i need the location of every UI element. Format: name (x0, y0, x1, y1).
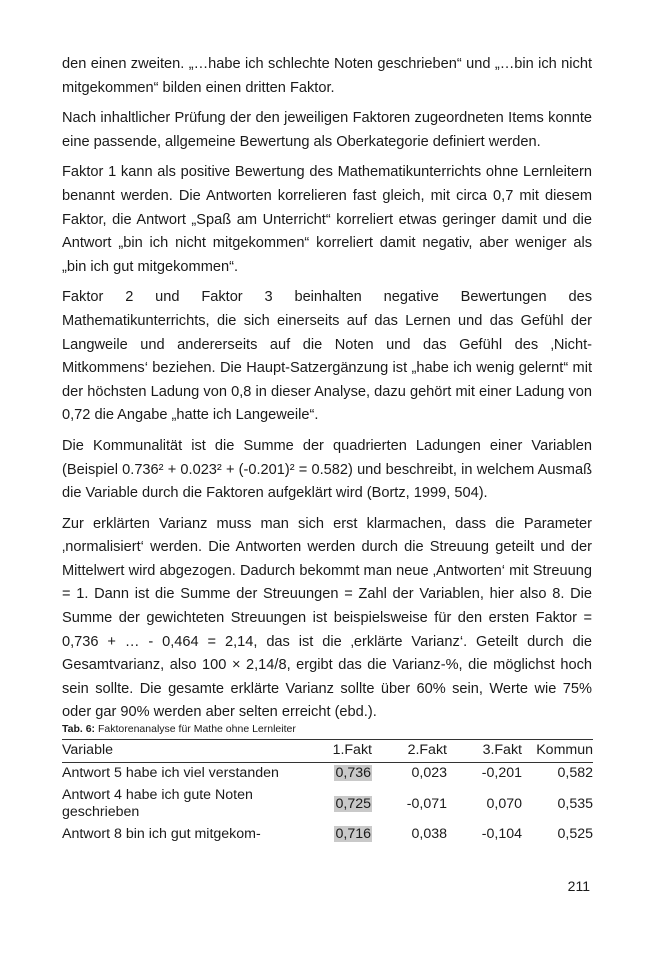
cell-factor-2: -0,071 (406, 795, 447, 812)
header-factor-1: 1.Fakt (312, 740, 372, 763)
cell-variable: Antwort 4 habe ich gute Noten geschrieben (62, 787, 253, 820)
paragraph-2: Nach inhaltlicher Prüfung der den jeweiligen Faktoren zugeordneten Items konnte eine passende, allgemeine Bewertung als Oberkategorie definiert werden. (62, 110, 592, 150)
cell-factor-2: 0,023 (411, 765, 447, 781)
paragraph-6: Zur erklärten Varianz muss man sich erst klarmachen, dass die Parameter ‚normalisiert‘ werden. Die Antworten werden durch die Streuung geteilt und der Mittelwert wird abgezogen. Dadurch bekommt man neue ‚Antworten‘ mit Streuung = 1. Dann ist die Summe der Streuungen = Zahl der Variablen, hier also 8. Die Summe der gewichteten Streuungen ist beispielsweise für den ersten Faktor = 0,736 + … - 0,464 = 2,14, das ist die ‚erklärte Varianz‘. Geteilt durch die Gesamtvarianz, also 100 × 2,14/8, ergibt das die Varianz-%, die möglichst hoch sein sollte. Die gesamte erklärte Varianz sollte über 60% sein, Werte wie 75% oder gar 90% werden aber selten erreicht (ebd.). (62, 515, 592, 721)
factor-analysis-table (62, 739, 593, 846)
table-row (62, 785, 593, 824)
table-caption (62, 722, 296, 736)
cell-communality: 0,535 (557, 795, 593, 812)
paragraph-3: Faktor 1 kann als positive Bewertung des Mathematikunterrichts ohne Lernleitern benannt werden. Die Antworten korrelieren fast gleich, mit circa 0,7 mit diesem Faktor, die Antwort „Spaß am Unterricht“ korreliert etwas geringer damit und die Antwort „bin ich nicht mitgekommen“ korreliert damit negativ, aber weniger als „bin ich gut mitgekommen“. (62, 164, 592, 275)
cell-communality: 0,525 (557, 826, 593, 842)
cell-variable: Antwort 5 habe ich viel verstanden (62, 765, 279, 781)
highlighted-loading: 0,736 (335, 765, 371, 781)
paragraph-5: Die Kommunalität ist die Summe der quadrierten Ladungen einer Variablen (Beispiel 0.736² + 0.023² + (-0.201)² = 0.582) und beschreibt, in welchem Ausmaß die Variable durch die Faktoren aufgeklärt wird (Bortz, 1999, 504). (62, 437, 592, 502)
table-caption-text: Faktorenanalyse für Mathe ohne Lernleiter (97, 723, 296, 735)
table-row (62, 824, 593, 846)
cell-factor-3: -0,201 (481, 765, 522, 781)
header-communality: Kommun (522, 740, 593, 763)
paragraph-1: den einen zweiten. „…habe ich schlechte Noten geschrieben“ und „…bin ich nicht mitgekommen“ bilden einen dritten Faktor. (62, 56, 592, 96)
body-text (62, 53, 592, 732)
header-variable: Variable (62, 740, 312, 763)
header-factor-3: 3.Fakt (447, 740, 522, 763)
cell-factor-2: 0,038 (411, 826, 447, 842)
table-row (62, 763, 593, 786)
cell-communality: 0,582 (557, 765, 593, 781)
table-caption-label: Tab. 6: (62, 723, 96, 735)
cell-variable: Antwort 8 bin ich gut mitgekom- (62, 826, 261, 842)
table-header-row (62, 740, 593, 763)
page-number: 211 (567, 878, 590, 894)
cell-factor-1 (312, 824, 372, 846)
highlighted-loading: 0,716 (335, 826, 371, 842)
highlighted-loading: 0,725 (335, 795, 371, 812)
cell-factor-3: -0,104 (481, 826, 522, 842)
paragraph-4: Faktor 2 und Faktor 3 beinhalten negative Bewertungen des Mathematikunterrichts, die sich einerseits auf das Lernen und das Gefühl der Langweile und andererseits auf die Noten und das Gefühl des ‚Nicht-Mitkommens‘ beziehen. Die Haupt-Satzergänzung ist „habe ich wenig gelernt“ mit der höchsten Ladung von 0,8 in dieser Analyse, dazu gehört mit einer Ladung von 0,72 die Angabe „hatte ich Langeweile“. (62, 289, 592, 424)
cell-factor-1 (312, 785, 372, 824)
header-factor-2: 2.Fakt (372, 740, 447, 763)
cell-factor-3: 0,070 (486, 795, 522, 812)
cell-factor-1 (312, 763, 372, 786)
